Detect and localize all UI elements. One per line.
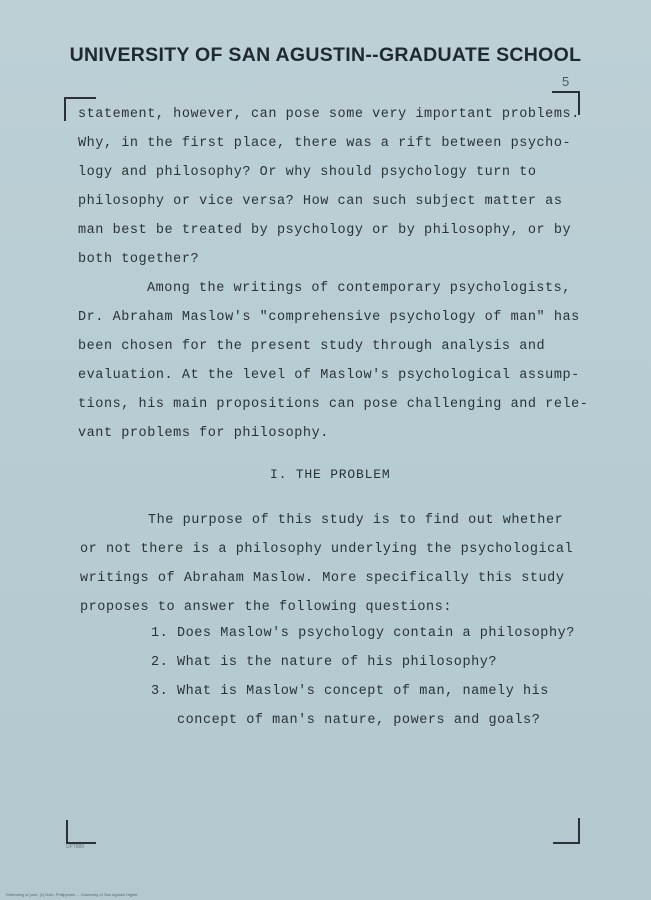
paragraph1-line: philosophy or vice versa? How can such subject matter as — [78, 194, 563, 209]
question-item-continuation: concept of man's nature, powers and goals? — [177, 713, 541, 728]
archive-stamp: UP7888 — [66, 844, 85, 850]
scan-footer: Rebinding of print, (c) Iloilo, Philippines ... University of San Agustin Digital — [6, 892, 138, 897]
paragraph1-line: both together? — [78, 252, 200, 267]
paragraph2-line: Among the writings of contemporary psychologists, — [147, 281, 571, 296]
paragraph2-line: been chosen for the present study through analysis and — [78, 339, 546, 354]
paragraph1-line: Why, in the first place, there was a rift between psycho- — [78, 136, 572, 151]
university-header: UNIVERSITY OF SAN AGUSTIN--GRADUATE SCHOOL — [69, 44, 582, 66]
question-item: 2. What is the nature of his philosophy? — [151, 655, 498, 670]
paragraph3-line: writings of Abraham Maslow. More specifically this study — [80, 571, 565, 586]
question-item: 1. Does Maslow's psychology contain a philosophy? — [151, 626, 575, 641]
paragraph1-line: logy and philosophy? Or why should psychology turn to — [78, 165, 537, 180]
paragraph3-line: proposes to answer the following questions: — [80, 600, 453, 615]
paragraph2-line: tions, his main propositions can pose challenging and rele- — [78, 397, 589, 412]
paragraph2-line: evaluation. At the level of Maslow's psychological assump- — [78, 368, 580, 383]
paragraph2-line: Dr. Abraham Maslow's "comprehensive psychology of man" has — [78, 310, 580, 325]
crop-mark-bottom-right — [553, 818, 580, 844]
page-number: 5 — [562, 74, 570, 89]
question-item: 3. What is Maslow's concept of man, namely his — [151, 684, 549, 699]
section-heading: I. THE PROBLEM — [270, 467, 391, 482]
paragraph3-line: The purpose of this study is to find out whether — [148, 513, 564, 528]
crop-mark-bottom-left — [66, 820, 96, 844]
paragraph1-line: statement, however, can pose some very important problems. — [78, 107, 580, 122]
paragraph3-line: or not there is a philosophy underlying the psychological — [80, 542, 574, 557]
paragraph1-line: man best be treated by psychology or by philosophy, or by — [78, 223, 572, 238]
paragraph2-line: vant problems for philosophy. — [78, 426, 329, 441]
